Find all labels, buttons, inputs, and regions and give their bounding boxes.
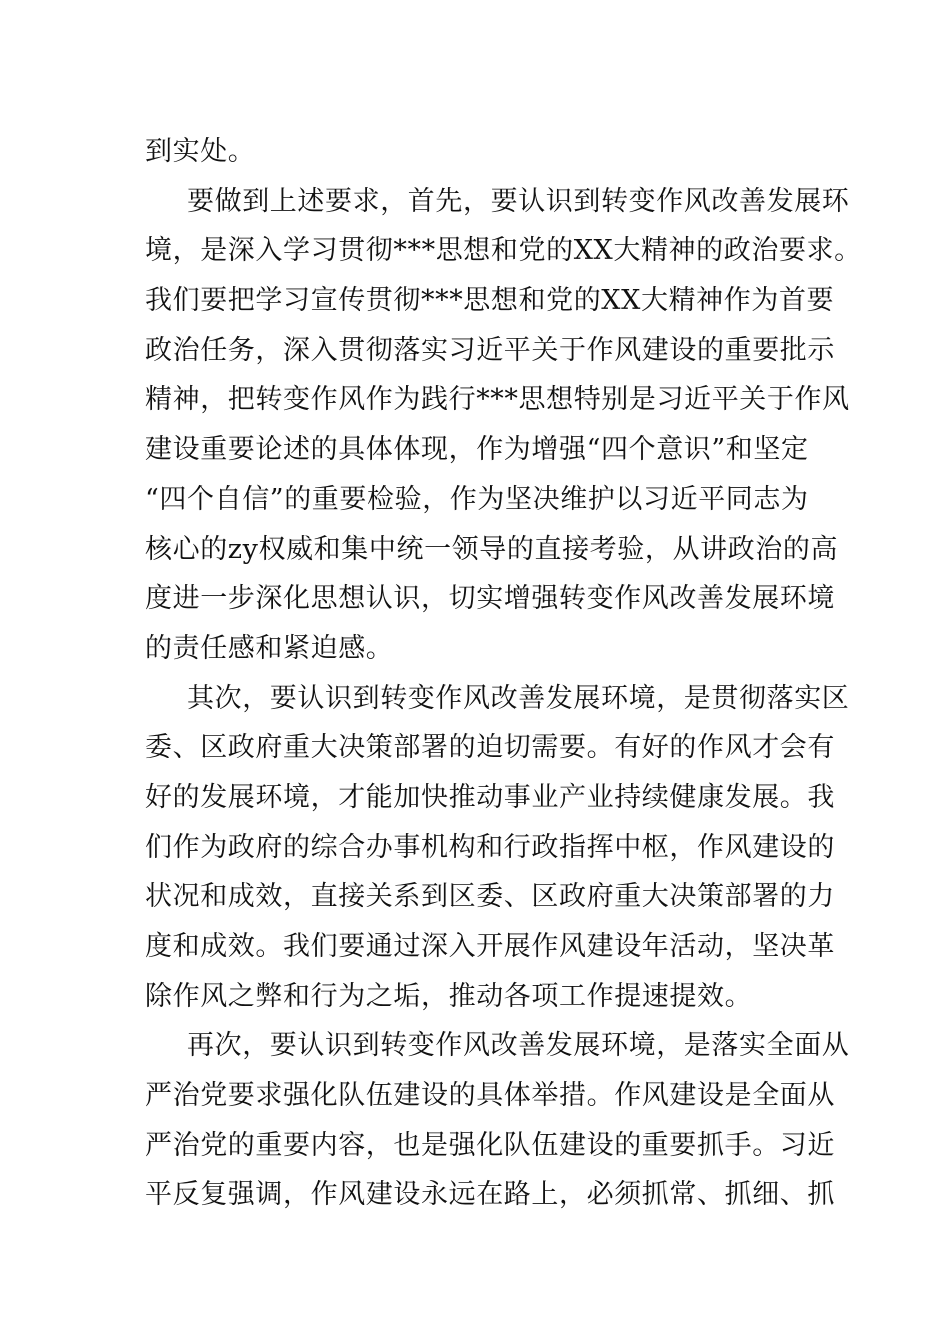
text-line: “四个自信”的重要检验，作为坚决维护以习近平同志为	[145, 483, 809, 515]
text-line: 政治任务，深入贯彻落实习近平关于作风建设的重要批示	[145, 334, 835, 366]
text-line: 除作风之弊和行为之垢，推动各项工作提速提效。	[145, 980, 753, 1012]
text-line: 严治党的重要内容，也是强化队伍建设的重要抓手。习近	[145, 1129, 835, 1161]
text-line: 状况和成效，直接关系到区委、区政府重大决策部署的力	[145, 881, 835, 913]
text-line: 们作为政府的综合办事机构和行政指挥中枢，作风建设的	[145, 831, 835, 863]
text-line: 我们要把学习宣传贯彻***思想和党的XX大精神作为首要	[145, 285, 835, 317]
text-line: 境，是深入学习贯彻***思想和党的XX大精神的政治要求。	[145, 235, 862, 267]
text-line: 的责任感和紧迫感。	[145, 632, 394, 664]
paragraph-first-line: 要做到上述要求，首先，要认识到转变作风改善发展环	[187, 185, 850, 217]
text-line: 严治党要求强化队伍建设的具体举措。作风建设是全面从	[145, 1080, 835, 1112]
text-line: 委、区政府重大决策部署的迫切需要。有好的作风才会有	[145, 732, 835, 764]
paragraph-first-line: 其次，要认识到转变作风改善发展环境，是贯彻落实区	[187, 682, 850, 714]
text-line: 度进一步深化思想认识，切实增强转变作风改善发展环境	[145, 583, 835, 615]
text-line: 到实处。	[145, 136, 256, 167]
body-text	[145, 127, 862, 1220]
paragraph-first-line: 再次，要认识到转变作风改善发展环境，是落实全面从	[187, 1030, 850, 1062]
text-line: 好的发展环境，才能加快推动事业产业持续健康发展。我	[145, 781, 835, 813]
text-line: 建设重要论述的具体体现，作为增强“四个意识”和坚定	[145, 434, 809, 466]
text-line: 度和成效。我们要通过深入开展作风建设年活动，坚决革	[145, 931, 835, 962]
text-line: 核心的zy权威和集中统一领导的直接考验，从讲政治的高	[145, 533, 839, 565]
text-line: 平反复强调，作风建设永远在路上，必须抓常、抓细、抓	[145, 1179, 835, 1211]
text-line: 精神，把转变作风作为践行***思想特别是习近平关于作风	[145, 384, 850, 416]
